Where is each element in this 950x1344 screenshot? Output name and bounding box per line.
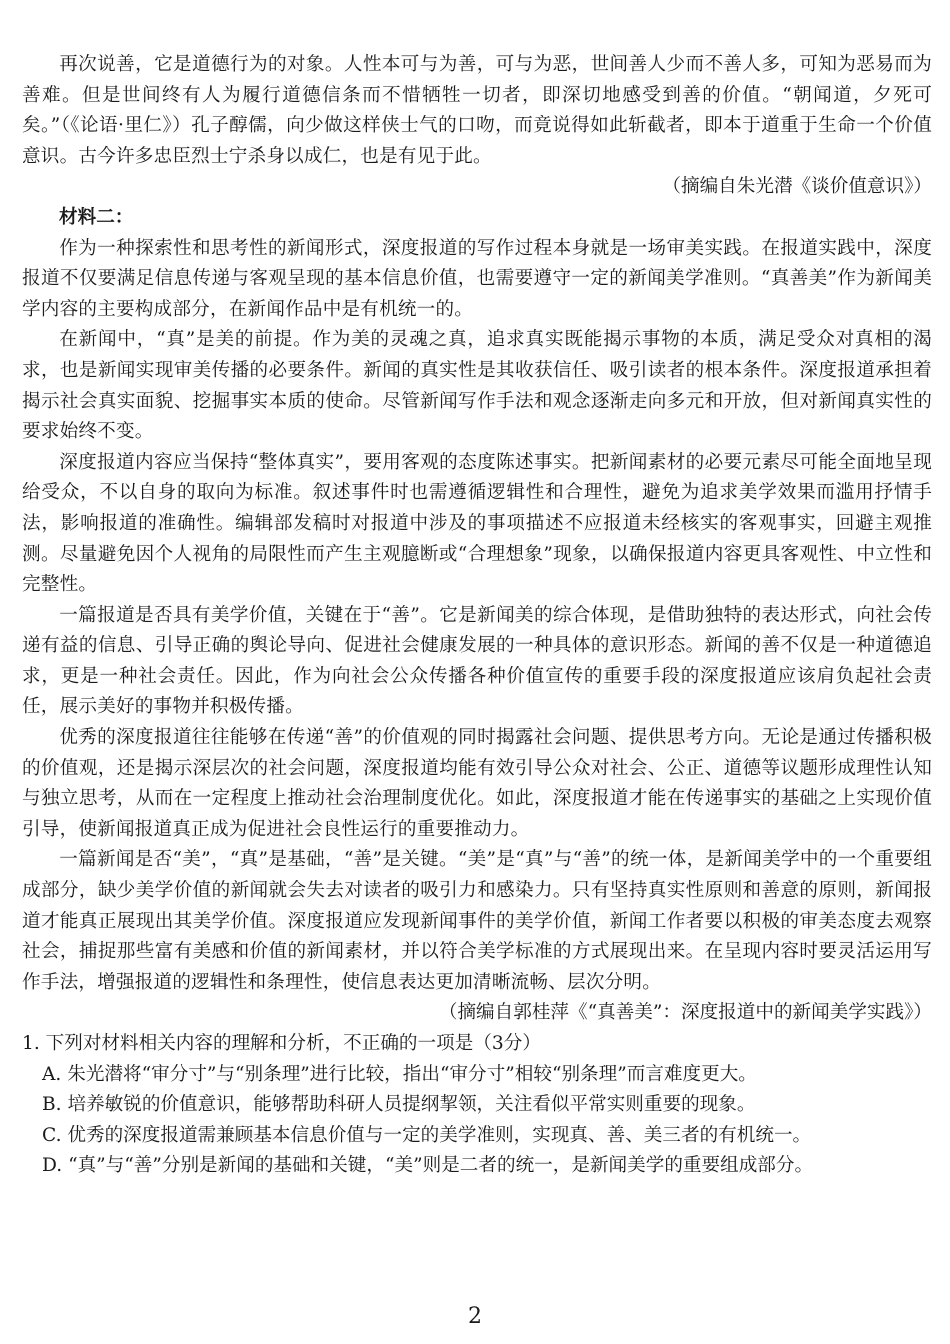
material-one-paragraph: 再次说善，它是道德行为的对象。人性本可与为善，可与为恶，世间善人少而不善人多，可知为恶易而为善难。但是世间终有人为履行道德信条而不惜牺牲一切者，即深切地感受到善的价值。“朝闻道，夕死可矣。”（《论语·里仁》）孔子醇儒，向少做这样侠士气的口吻，而竟说得如此斩截者，即本于道重于生命一个价值意识。古今许多忠臣烈士宁杀身以成仁，也是有见于此。	[22, 54, 932, 167]
option-b: B. 培养敏锐的价值意识，能够帮助科研人员提纲挈领，关注看似平常实则重要的现象。	[42, 1094, 756, 1116]
material-two-paragraph-1: 作为一种探索性和思考性的新闻形式，深度报道的写作过程本身就是一场审美实践。在报道实践中，深度报道不仅要满足信息传递与客观呈现的基本信息价值，也需要遵守一定的新闻美学准则。“真善美”作为新闻美学内容的主要构成部分，在新闻作品中是有机统一的。	[22, 237, 932, 320]
material-two-heading: 材料二：	[59, 206, 134, 228]
material-two-paragraph-5: 优秀的深度报道往往能够在传递“善”的价值观的同时揭露社会问题、提供思考方向。无论是通过传播积极的价值观，还是揭示深层次的社会问题，深度报道均能有效引导公众对社会、公正、道德等议题形成理性认知与独立思考，从而在一定程度上推动社会治理制度优化。如此，深度报道才能在传递事实的基础之上实现价值引导，使新闻报道真正成为促进社会良性运行的重要推动力。	[22, 727, 932, 840]
material-two-paragraph-6: 一篇新闻是否“美”，“真”是基础，“善”是关键。“美”是“真”与“善”的统一体，是新闻美学中的一个重要组成部分，缺少美学价值的新闻就会失去对读者的吸引力和感染力。只有坚持真实性原则和善意的原则，新闻报道才能真正展现出其美学价值。深度报道应发现新闻事件的美学价值，新闻工作者要以积极的审美态度去观察社会，捕捉那些富有美感和价值的新闻素材，并以符合美学标准的方式展现出来。在呈现内容时要灵活运用写作手法，增强报道的逻辑性和条理性，使信息表达更加清晰流畅、层次分明。	[22, 849, 932, 993]
page-number: 2	[468, 1304, 482, 1329]
material-one-source: （摘编自朱光潜《谈价值意识》）	[662, 176, 932, 198]
option-a: A. 朱光潜将“审分寸”与“别条理”进行比较，指出“审分寸”相较“别条理”而言难度更大。	[42, 1063, 757, 1085]
option-c: C. 优秀的深度报道需兼顾基本信息价值与一定的美学准则，实现真、善、美三者的有机统一。	[42, 1124, 812, 1146]
material-two-source: （摘编自郭桂萍《“真善美”：深度报道中的新闻美学实践》）	[438, 1002, 932, 1024]
question-stem: 1. 下列对材料相关内容的理解和分析，不正确的一项是（3分）	[22, 1033, 541, 1054]
material-two-paragraph-2: 在新闻中，“真”是美的前提。作为美的灵魂之真，追求真实既能揭示事物的本质，满足受众对真相的渴求，也是新闻实现审美传播的必要条件。新闻的真实性是其收获信任、吸引读者的根本条件。深度报道承担着揭示社会真实面貌、挖掘事实本质的使命。尽管新闻写作手法和观念逐渐走向多元和开放，但对新闻真实性的要求始终不变。	[22, 329, 932, 443]
option-d: D. “真”与“善”分别是新闻的基础和关键，“美”则是二者的统一，是新闻美学的重要组成部分。	[42, 1155, 814, 1177]
document-page	[22, 50, 932, 1182]
material-two-paragraph-3: 深度报道内容应当保持“整体真实”，要用客观的态度陈述事实。把新闻素材的必要元素尽可能全面地呈现给受众，不以自身的取向为标准。叙述事件时也需遵循逻辑性和合理性，避免为追求美学效果而滥用抒情手法，影响报道的准确性。编辑部发稿时对报道中涉及的事项描述不应报道未经核实的客观事实，回避主观推测。尽量避免因个人视角的局限性而产生主观臆断或“合理想象”现象，以确保报道内容更具客观性、中立性和完整性。	[22, 451, 932, 596]
material-two-paragraph-4: 一篇报道是否具有美学价值，关键在于“善”。它是新闻美的综合体现，是借助独特的表达形式，向社会传递有益的信息、引导正确的舆论导向、促进社会健康发展的一种具体的意识形态。新闻的善不仅是一种道德追求，更是一种社会责任。因此，作为向社会公众传播各种价值宣传的重要手段的深度报道应该肩负起社会责任，展示美好的事物并积极传播。	[22, 604, 932, 718]
